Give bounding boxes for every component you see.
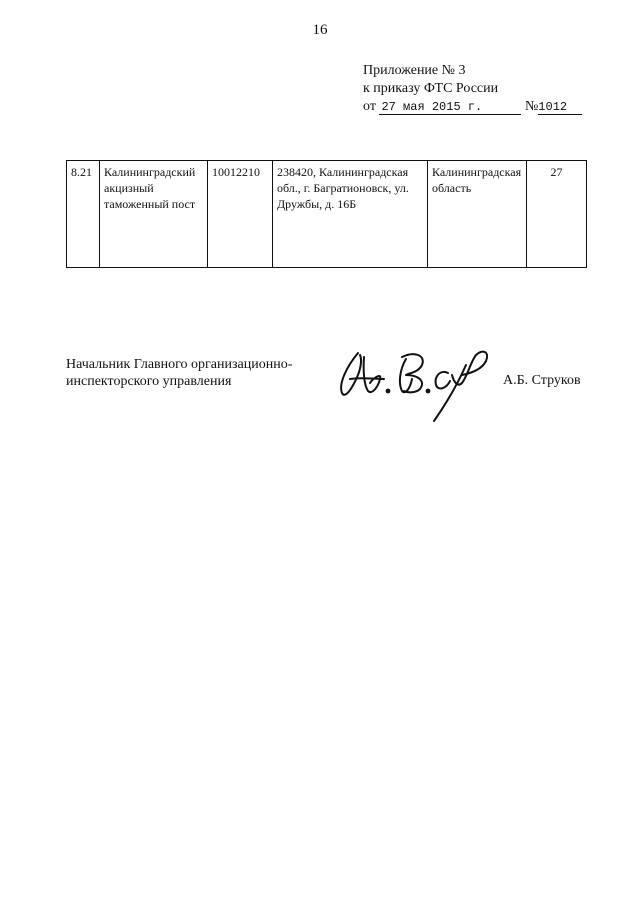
- handwritten-signature-icon: [330, 335, 500, 427]
- order-date: 27 мая 2015 г.: [379, 100, 521, 115]
- signatory-name: А.Б. Струков: [503, 373, 581, 388]
- customs-posts-table: [66, 160, 587, 268]
- region-code: 27: [527, 161, 587, 268]
- row-index: 8.21: [67, 161, 100, 268]
- number-prefix: №: [524, 99, 539, 114]
- date-prefix: от: [363, 99, 376, 114]
- post-code: 10012210: [208, 161, 273, 268]
- signatory-position: [66, 356, 292, 390]
- page-number: 16: [312, 22, 328, 38]
- post-address: 238420, Калининградская обл., г. Багратионовск, ул. Дружбы, д. 16Б: [273, 161, 428, 268]
- appendix-title: Приложение № 3: [363, 63, 466, 78]
- post-name: Калининградский акцизный таможенный пост: [100, 161, 208, 268]
- appendix-header: [363, 62, 603, 116]
- table-row: [67, 161, 587, 268]
- position-line-1: Начальник Главного организационно-: [66, 357, 293, 372]
- appendix-date-line: [363, 98, 603, 116]
- appendix-order: к приказу ФТС России: [363, 81, 499, 96]
- order-number: 1012: [538, 100, 582, 115]
- position-line-2: инспекторского управления: [66, 374, 232, 389]
- post-region: Калининградская область: [428, 161, 527, 268]
